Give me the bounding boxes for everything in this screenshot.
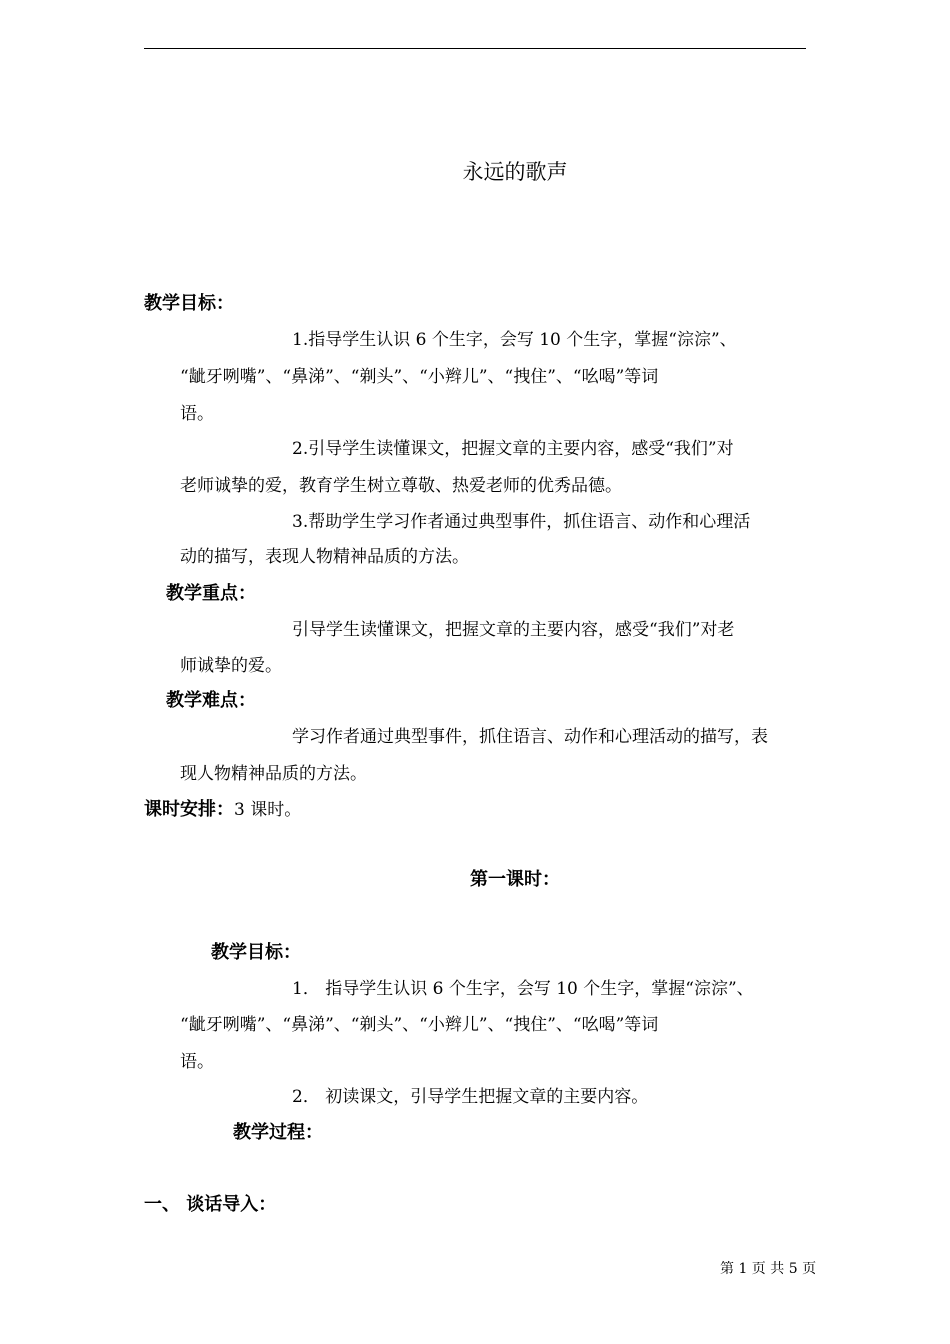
process-heading: 教学过程： (233, 1122, 323, 1143)
page-footer: 第 1 页 共 5 页 (720, 1261, 817, 1277)
document-title: 永远的歌声 (462, 160, 568, 184)
goal-3-line-1: 3.帮助学生学习作者通过典型事件，抓住语言、动作和心理活 (292, 512, 751, 532)
schedule-value: 3 课时。 (234, 800, 302, 820)
header-rule (144, 48, 806, 49)
goal-1-line-1: 1.指导学生认识 6 个生字，会写 10 个生字，掌握“淙淙”、 (292, 330, 737, 350)
difficulties-line-1: 学习作者通过典型事件，抓住语言、动作和心理活动的描写，表 (292, 727, 768, 747)
goal-1-line-3: 语。 (180, 404, 214, 424)
section-1-heading: 一、 谈话导入： (144, 1194, 277, 1215)
lesson-1-heading: 第一课时： (470, 869, 560, 890)
lesson-1-goal-2: 2． 初读课文，引导学生把握文章的主要内容。 (292, 1087, 649, 1107)
schedule-row (144, 800, 301, 820)
goal-3-line-2: 动的描写，表现人物精神品质的方法。 (180, 547, 469, 567)
goals-heading: 教学目标： (144, 293, 234, 314)
key-points-line-1: 引导学生读懂课文，把握文章的主要内容，感受“我们”对老 (292, 620, 735, 640)
lesson-1-goals-heading: 教学目标： (211, 942, 301, 963)
goal-2-line-1: 2.引导学生读懂课文，把握文章的主要内容，感受“我们”对 (292, 439, 734, 459)
key-points-line-2: 师诚挚的爱。 (180, 656, 282, 676)
lesson-1-goal-1-line-3: 语。 (180, 1052, 214, 1072)
lesson-1-goal-1-line-2: “龇牙咧嘴”、“鼻涕”、“剃头”、“小辫儿”、“拽住”、“吆喝”等词 (180, 1015, 659, 1035)
difficulties-heading: 教学难点： (166, 690, 256, 711)
key-points-heading: 教学重点： (166, 583, 256, 604)
lesson-1-goal-1-line-1: 1． 指导学生认识 6 个生字，会写 10 个生字，掌握“淙淙”、 (292, 979, 754, 999)
schedule-label: 课时安排： (144, 799, 234, 820)
difficulties-line-2: 现人物精神品质的方法。 (180, 764, 367, 784)
goal-1-line-2: “龇牙咧嘴”、“鼻涕”、“剃头”、“小辫儿”、“拽住”、“吆喝”等词 (180, 367, 659, 387)
goal-2-line-2: 老师诚挚的爱，教育学生树立尊敬、热爱老师的优秀品德。 (180, 476, 622, 496)
